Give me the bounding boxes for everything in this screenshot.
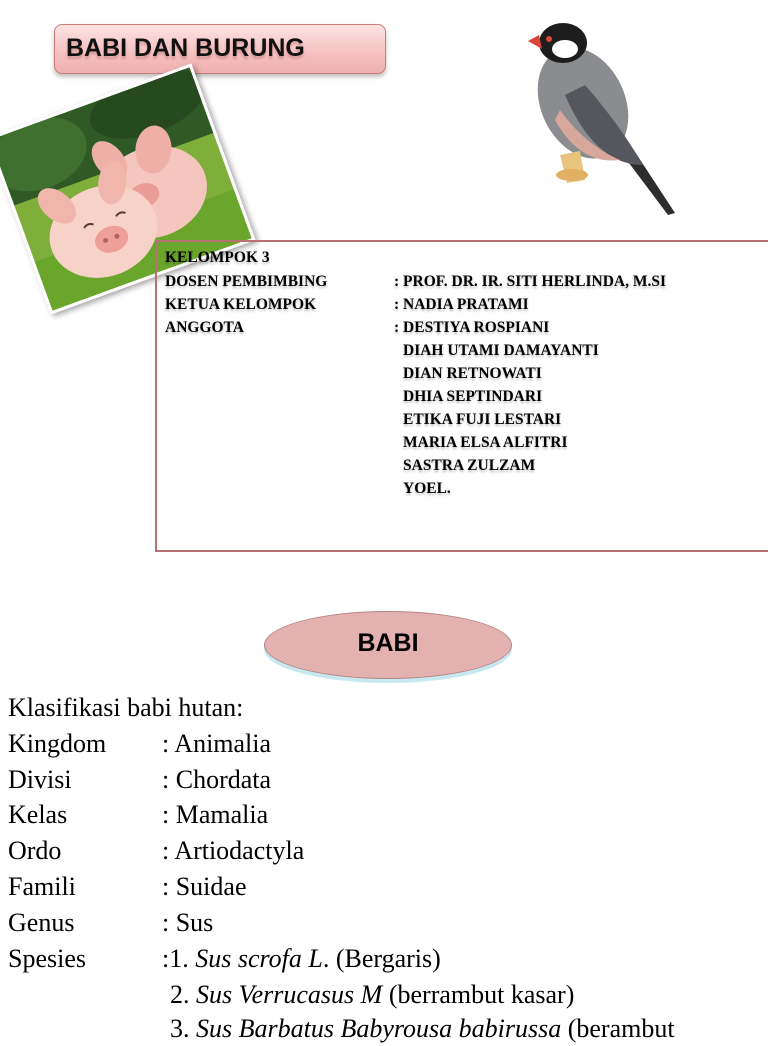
classification-row <box>0 765 768 797</box>
section-heading: BABI <box>357 629 419 657</box>
species-item: 3. Sus Barbatus Babyrousa babirussa (berambut <box>170 1014 675 1043</box>
group-name: KELOMPOK 3 <box>165 249 270 266</box>
member-item: DHIA SEPTINDARI <box>403 388 543 405</box>
species-row <box>0 944 768 976</box>
classification-row <box>0 729 768 761</box>
species-row <box>0 980 768 1012</box>
rank-label: Ordo <box>8 836 62 865</box>
rank-label: Famili <box>8 872 76 901</box>
slide-title: BABI DAN BURUNG <box>66 34 305 62</box>
classification-row <box>0 908 768 940</box>
rank-value: : Artiodactyla <box>162 836 305 865</box>
members-label: ANGGOTA <box>165 319 244 336</box>
classification-row <box>0 800 768 832</box>
member-item: SASTRA ZULZAM <box>403 457 536 474</box>
rank-value: : Chordata <box>162 765 272 794</box>
bird-illustration <box>525 15 690 220</box>
species-row <box>0 1014 768 1046</box>
leader-label: KETUA KELOMPOK <box>165 296 317 313</box>
rank-label: Kelas <box>8 800 68 829</box>
member-item: DIAN RETNOWATI <box>403 365 542 382</box>
member-item: YOEL. <box>403 480 451 497</box>
rank-value: : Mamalia <box>162 800 269 829</box>
species-item: 2. Sus Verrucasus M (berrambut kasar) <box>170 980 575 1009</box>
group-info-box <box>155 240 768 552</box>
title-banner <box>54 24 386 74</box>
supervisor-label: DOSEN PEMBIMBING <box>165 273 328 290</box>
member-item: ETIKA FUJI LESTARI <box>403 411 562 428</box>
section-heading-shape <box>264 611 512 679</box>
rank-value: : Animalia <box>162 729 272 758</box>
species-label: Spesies <box>8 944 86 973</box>
member-item: DIAH UTAMI DAMAYANTI <box>403 342 599 359</box>
rank-value: : Suidae <box>162 872 247 901</box>
members-first: : DESTIYA ROSPIANI <box>394 319 550 336</box>
rank-value: : Sus <box>162 908 214 937</box>
rank-label: Kingdom <box>8 729 107 758</box>
rank-label: Divisi <box>8 765 72 794</box>
classification-row <box>0 836 768 868</box>
supervisor-value: : PROF. DR. IR. SITI HERLINDA, M.SI <box>394 273 667 290</box>
classification-row <box>0 872 768 904</box>
rank-label: Genus <box>8 908 75 937</box>
species-item: :1. Sus scrofa L. (Bergaris) <box>162 944 441 973</box>
member-item: MARIA ELSA ALFITRI <box>403 434 568 451</box>
leader-value: : NADIA PRATAMI <box>394 296 529 313</box>
classification-heading: Klasifikasi babi hutan: <box>8 693 244 722</box>
